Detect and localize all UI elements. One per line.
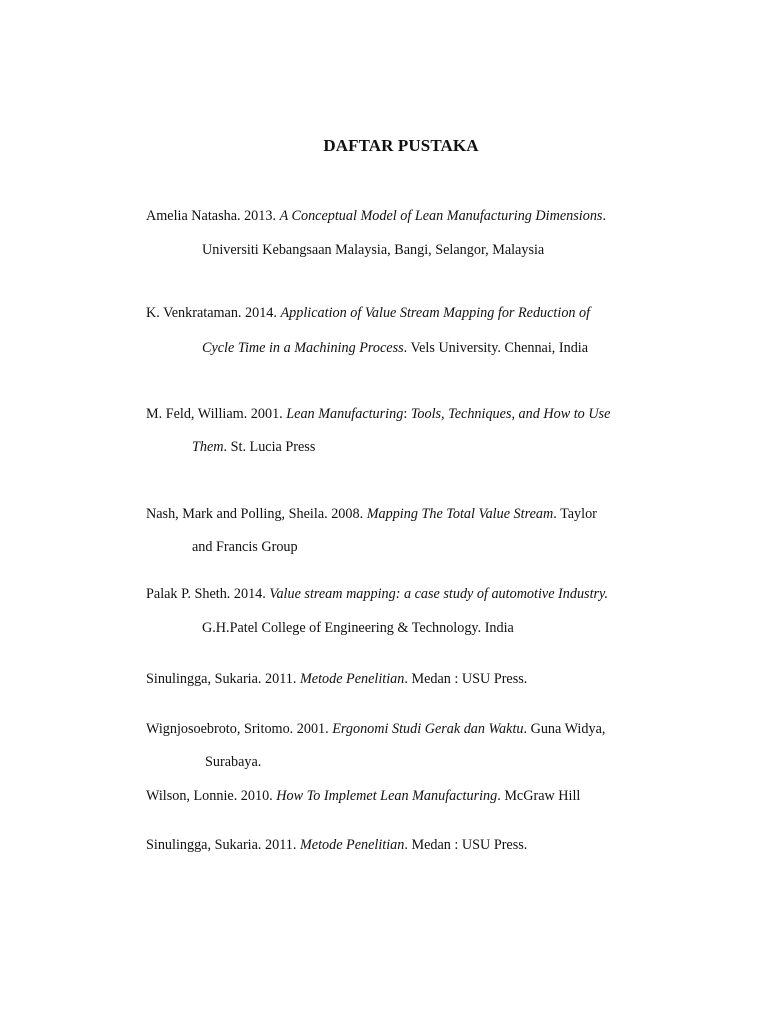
reference-publisher: . Medan : USU Press. [404, 837, 528, 853]
reference-3-line-2 [192, 437, 315, 457]
reference-publisher: . McGraw Hill [497, 788, 581, 804]
reference-title: Application of Value Stream Mapping for Reduction of [280, 305, 591, 321]
reference-title: Metode Penelitian [299, 837, 405, 853]
reference-publisher: Universiti Kebangsaan Malaysia, Bangi, Selangor, Malaysia [202, 242, 545, 258]
reference-publisher: . [602, 208, 606, 224]
reference-title: Ergonomi Studi Gerak dan Waktu [332, 721, 524, 737]
reference-publisher: . Taylor [553, 506, 597, 522]
reference-author-year: K. Venkrataman. 2014. [146, 305, 281, 321]
reference-title: A Conceptual Model of Lean Manufacturing Dimensions [279, 208, 603, 224]
reference-7-line-1 [146, 719, 605, 739]
reference-title: Mapping The Total Value Stream [366, 506, 554, 522]
reference-title: How To Implemet Lean Manufacturing [276, 788, 498, 804]
reference-publisher: and Francis Group [192, 539, 298, 555]
reference-title: Lean Manufacturing [286, 406, 404, 422]
reference-author-year: Wilson, Lonnie. 2010. [146, 788, 277, 804]
reference-publisher: . Vels University. Chennai, India [403, 340, 589, 356]
reference-4-line-2 [192, 537, 298, 557]
reference-title: Cycle Time in a Machining Process [202, 340, 404, 356]
reference-2-line-1 [146, 303, 590, 323]
reference-publisher: Surabaya. [205, 754, 262, 770]
reference-3-line-1 [146, 404, 610, 424]
reference-publisher: . St. Lucia Press [223, 439, 316, 455]
reference-2-line-2 [202, 338, 588, 358]
reference-author-year: Sinulingga, Sukaria. 2011. [146, 671, 300, 687]
reference-title: Value stream mapping: a case study of automotive Industry. [269, 586, 609, 602]
reference-1-line-2 [202, 240, 544, 260]
reference-separator: : [403, 406, 411, 422]
reference-5-line-1 [146, 584, 608, 604]
reference-author-year: Palak P. Sheth. 2014. [146, 586, 270, 602]
reference-publisher: . Medan : USU Press. [404, 671, 528, 687]
reference-5-line-2 [202, 618, 514, 638]
reference-title: Metode Penelitian [299, 671, 405, 687]
reference-subtitle: Tools, Techniques, and How to Use [410, 406, 611, 422]
reference-8-line-1 [146, 786, 580, 806]
reference-author-year: Sinulingga, Sukaria. 2011. [146, 837, 300, 853]
reference-6-line-1 [146, 669, 527, 689]
reference-author-year: Wignjosoebroto, Sritomo. 2001. [146, 721, 333, 737]
reference-publisher: G.H.Patel College of Engineering & Technology. India [202, 620, 514, 636]
reference-author-year: Amelia Natasha. 2013. [146, 208, 280, 224]
reference-7-line-2 [205, 752, 261, 772]
reference-author-year: Nash, Mark and Polling, Sheila. 2008. [146, 506, 367, 522]
page-title: DAFTAR PUSTAKA [323, 136, 479, 155]
reference-4-line-1 [146, 504, 597, 524]
reference-1-line-1 [146, 206, 606, 226]
reference-9-line-1 [146, 835, 527, 855]
reference-subtitle: Them [192, 439, 224, 455]
reference-author-year: M. Feld, William. 2001. [146, 406, 287, 422]
reference-publisher: . Guna Widya, [523, 721, 606, 737]
